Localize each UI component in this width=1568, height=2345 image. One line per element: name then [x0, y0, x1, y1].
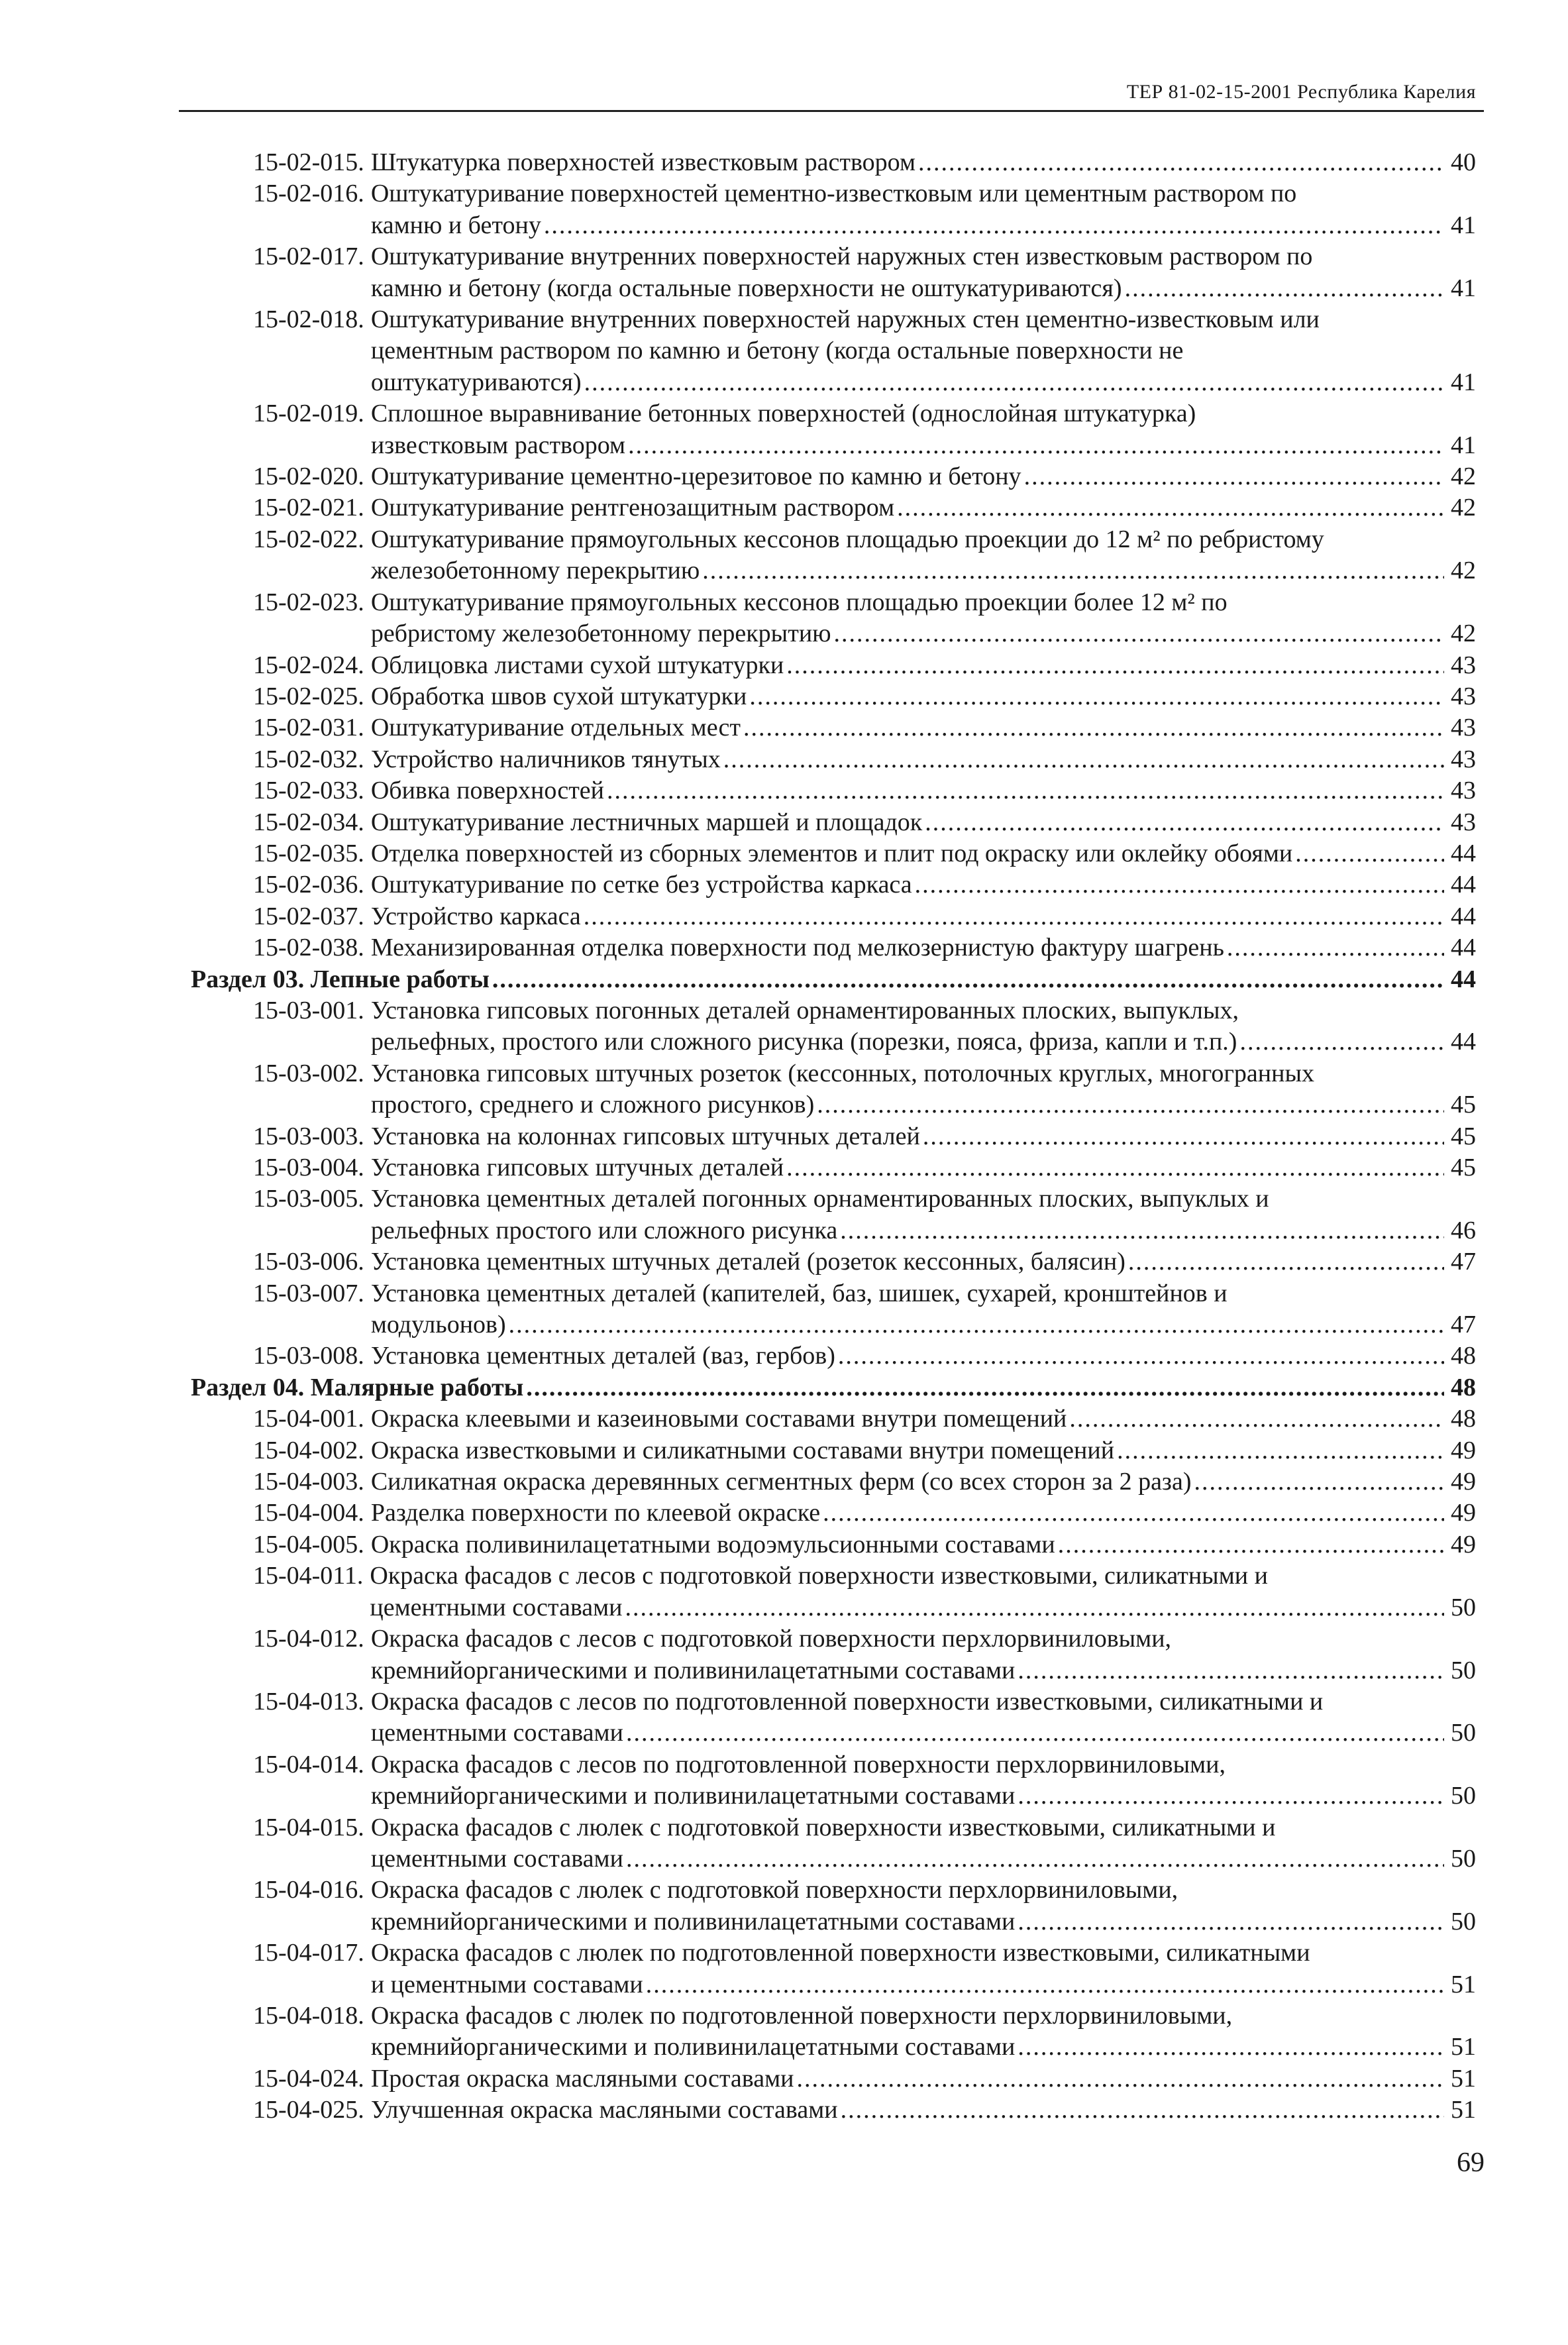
- dot-leader: [1194, 1466, 1444, 1498]
- toc-entry-code: 15-03-007.: [253, 1279, 364, 1307]
- toc-entry-code: 15-03-004.: [253, 1154, 364, 1181]
- toc-entry-title: известковым раствором: [370, 431, 626, 459]
- toc-entry[interactable]: [191, 681, 1476, 712]
- toc-entry[interactable]: [191, 995, 1476, 1058]
- toc-entry[interactable]: [191, 241, 1476, 304]
- toc-entry-page: 42: [1451, 557, 1476, 585]
- toc-entry-title: Установка на колоннах гипсовых штучных деталей: [370, 1122, 920, 1150]
- toc-entry-line: Окраска фасадов с люлек с подготовкой поверхности перхлорвиниловыми,: [370, 1876, 1178, 1904]
- toc-entry-page: 45: [1451, 1091, 1476, 1119]
- dot-leader: [723, 744, 1444, 775]
- toc-entry-code: 15-04-005.: [253, 1530, 364, 1558]
- toc-entry[interactable]: [191, 1875, 1476, 1937]
- toc-entry-code: 15-04-003.: [253, 1468, 364, 1496]
- toc-entry[interactable]: [191, 492, 1476, 523]
- toc-entry[interactable]: [191, 869, 1476, 900]
- toc-entry-page: 51: [1451, 1970, 1476, 1998]
- toc-entry-page: 50: [1451, 1656, 1476, 1684]
- dot-leader: [786, 650, 1444, 681]
- dot-leader: [786, 1152, 1444, 1183]
- toc-entry-code: 15-02-023.: [253, 588, 364, 616]
- toc-entry-code: 15-02-031.: [253, 714, 364, 742]
- toc-entry[interactable]: [191, 1466, 1476, 1498]
- dot-leader: [544, 210, 1444, 241]
- dot-leader: [796, 2063, 1444, 2095]
- toc-entry-title: Отделка поверхностей из сборных элементов и плит под окраску или оклейку обоями: [370, 839, 1293, 867]
- toc-entry-line: Оштукатуривание внутренних поверхностей наружных стен известковым раствором по: [370, 243, 1313, 271]
- toc-entry-title: оштукатуриваются): [370, 368, 582, 396]
- toc-entry[interactable]: [191, 712, 1476, 743]
- dot-leader: [841, 2095, 1444, 2126]
- toc-entry-code: 15-03-001.: [253, 996, 364, 1024]
- toc-entry-line: Оштукатуривание прямоугольных кессонов площадью проекции до 12 м² по ребристому: [370, 525, 1324, 553]
- dot-leader: [509, 1309, 1444, 1340]
- toc-entry-code: 15-04-001.: [253, 1405, 364, 1433]
- toc-entry-title: и цементными составами: [370, 1970, 643, 1998]
- toc-entry-page: 51: [1451, 2064, 1476, 2093]
- toc-entry-title: Окраска поливинилацетатными водоэмульсионными составами: [370, 1530, 1055, 1558]
- toc-entry-code: 15-04-024.: [253, 2064, 364, 2093]
- dot-leader: [1024, 461, 1444, 492]
- toc-entry-code: 15-02-038.: [253, 934, 364, 962]
- toc-entry-title: Простая окраска масляными составами: [370, 2064, 794, 2093]
- toc-entry[interactable]: [191, 1937, 1476, 2000]
- toc-entry-page: 43: [1451, 808, 1476, 836]
- toc-entry-code: 15-04-013.: [253, 1687, 364, 1716]
- toc-entry-code: 15-04-012.: [253, 1625, 364, 1653]
- dot-leader: [625, 1592, 1444, 1623]
- toc-entry-code: 15-04-004.: [253, 1499, 364, 1527]
- toc-entry-code: 15-04-017.: [253, 1939, 364, 1967]
- toc-entry-page: 41: [1451, 368, 1476, 396]
- toc-entry-line: Окраска фасадов с лесов по подготовленной поверхности известковыми, силикатными и: [370, 1687, 1324, 1716]
- toc-entry-code: 15-02-032.: [253, 745, 364, 773]
- toc-entry-code: 15-02-020.: [253, 463, 364, 491]
- toc-entry-line: Окраска фасадов с лесов с подготовкой поверхности перхлорвиниловыми,: [370, 1625, 1172, 1653]
- toc-entry-title: Оштукатуривание лестничных маршей и площадок: [370, 808, 923, 836]
- toc-entry-page: 43: [1451, 745, 1476, 773]
- toc-entry-code: 15-03-005.: [253, 1185, 364, 1213]
- toc-entry-line: Окраска фасадов с лесов с подготовкой поверхности известковыми, силикатными и: [370, 1562, 1268, 1590]
- dot-leader: [897, 492, 1444, 523]
- dot-leader: [1018, 1780, 1444, 1812]
- toc-entry-page: 42: [1451, 620, 1476, 648]
- toc-entry-page: 45: [1451, 1154, 1476, 1181]
- toc-entry-page: 50: [1451, 1782, 1476, 1810]
- toc-entry[interactable]: [191, 1278, 1476, 1341]
- toc-entry[interactable]: [191, 650, 1476, 681]
- dot-leader: [1295, 838, 1444, 869]
- toc-entry-title: Окраска известковыми и силикатными составами внутри помещений: [370, 1436, 1115, 1464]
- toc-entry-code: 15-04-011.: [253, 1562, 364, 1590]
- toc-entry-code: 15-02-025.: [253, 682, 364, 710]
- toc-entry-code: 15-02-024.: [253, 651, 364, 679]
- toc-entry-code: 15-03-002.: [253, 1059, 364, 1087]
- dot-leader: [1058, 1529, 1444, 1560]
- toc-entry-page: 51: [1451, 2033, 1476, 2061]
- toc-entry-page: 44: [1451, 965, 1476, 993]
- toc-entry-title: простого, среднего и сложного рисунков): [370, 1091, 815, 1119]
- dot-leader: [743, 712, 1444, 743]
- dot-leader: [492, 964, 1444, 995]
- toc-entry-page: 44: [1451, 839, 1476, 867]
- toc-entry-title: кремнийорганическими и поливинилацетатными составами: [370, 1907, 1016, 1936]
- toc-entry-code: 15-02-018.: [253, 305, 364, 334]
- toc-entry-title: цементными составами: [370, 1593, 623, 1621]
- toc-entry[interactable]: [191, 932, 1476, 963]
- toc-entry-page: 49: [1451, 1468, 1476, 1496]
- dot-leader: [840, 1215, 1444, 1246]
- toc-entry-line: цементным раствором по камню и бетону (когда остальные поверхности не: [370, 337, 1184, 365]
- dot-leader: [584, 367, 1444, 398]
- toc-entry-title: Раздел 03. Лепные работы: [191, 965, 490, 993]
- toc-entry[interactable]: [191, 304, 1476, 398]
- toc-entry-title: Обработка швов сухой штукатурки: [370, 682, 747, 710]
- dot-leader: [823, 1498, 1444, 1529]
- toc-entry-title: Улучшенная окраска масляными составами: [370, 2096, 838, 2124]
- toc-entry-line: Окраска фасадов с люлек с подготовкой поверхности известковыми, силикатными и: [370, 1813, 1276, 1841]
- toc-entry[interactable]: [191, 1152, 1476, 1183]
- toc-entry-code: 15-02-034.: [253, 808, 364, 836]
- toc-entry[interactable]: [191, 587, 1476, 650]
- dot-leader: [1018, 1906, 1444, 1937]
- toc-entry[interactable]: [191, 807, 1476, 838]
- toc-entry-code: 15-03-003.: [253, 1122, 364, 1150]
- dot-leader: [1018, 2032, 1444, 2063]
- toc-entry-page: 42: [1451, 494, 1476, 522]
- toc-entry[interactable]: [191, 775, 1476, 806]
- toc-entry-page: 50: [1451, 1907, 1476, 1936]
- toc-entry[interactable]: [191, 2063, 1476, 2095]
- toc-entry-title: ребристому железобетонному перекрытию: [370, 620, 831, 648]
- toc-entry[interactable]: [191, 1529, 1476, 1560]
- toc-entry-title: кремнийорганическими и поливинилацетатными составами: [370, 2033, 1016, 2061]
- toc-entry-title: цементными составами: [370, 1844, 623, 1873]
- toc-entry[interactable]: [191, 2000, 1476, 2063]
- dot-leader: [1117, 1435, 1444, 1466]
- toc-entry-code: 15-02-015.: [253, 148, 364, 176]
- toc-entry[interactable]: [191, 398, 1476, 461]
- toc-entry-title: камню и бетону (когда остальные поверхности не оштукатуриваются): [370, 274, 1122, 302]
- toc-entry[interactable]: [191, 1121, 1476, 1152]
- toc-entry-title: кремнийорганическими и поливинилацетатными составами: [370, 1656, 1016, 1684]
- toc-entry-page: 42: [1451, 463, 1476, 491]
- toc-entry-title: железобетонному перекрытию: [370, 557, 700, 585]
- toc-entry[interactable]: [191, 1812, 1476, 1875]
- page-header: [179, 78, 1484, 112]
- toc-entry-page: 43: [1451, 651, 1476, 679]
- toc-entry-title: кремнийорганическими и поливинилацетатными составами: [370, 1782, 1016, 1810]
- toc-entry-title: Окраска клеевыми и казеиновыми составами внутри помещений: [370, 1405, 1067, 1433]
- toc-entry-page: 44: [1451, 934, 1476, 962]
- toc-entry[interactable]: [191, 838, 1476, 869]
- toc-entry-title: Устройство каркаса: [370, 902, 581, 930]
- toc-entry-code: 15-02-016.: [253, 180, 364, 208]
- dot-leader: [925, 807, 1444, 838]
- toc-entry[interactable]: [191, 1749, 1476, 1812]
- toc-entry[interactable]: [191, 524, 1476, 587]
- toc-section-heading[interactable]: [191, 964, 1476, 995]
- toc-entry-title: Оштукатуривание цементно-церезитовое по камню и бетону: [370, 463, 1021, 491]
- toc-entry-line: Сплошное выравнивание бетонных поверхностей (однослойная штукатурка): [370, 400, 1196, 428]
- toc-entry-title: Устройство наличников тянутых: [370, 745, 721, 773]
- toc-entry-page: 45: [1451, 1122, 1476, 1150]
- toc-entry-page: 43: [1451, 714, 1476, 742]
- toc-entry-title: Установка гипсовых штучных деталей: [370, 1154, 784, 1181]
- toc-entry-line: Оштукатуривание внутренних поверхностей наружных стен цементно-известковым или: [370, 305, 1320, 334]
- toc-entry-line: Установка цементных деталей (капителей, баз, шишек, сухарей, кронштейнов и: [370, 1279, 1228, 1307]
- toc-entry-code: 15-02-033.: [253, 777, 364, 805]
- toc-entry-line: Оштукатуривание поверхностей цементно-известковым или цементным раствором по: [370, 180, 1297, 208]
- toc-entry-code: 15-02-021.: [253, 494, 364, 522]
- toc-entry-title: рельефных простого или сложного рисунка: [370, 1216, 838, 1244]
- toc-entry-title: Оштукатуривание по сетке без устройства каркаса: [370, 871, 912, 899]
- toc-entry-page: 44: [1451, 871, 1476, 899]
- toc-entry-code: 15-02-019.: [253, 400, 364, 428]
- toc-entry-code: 15-04-015.: [253, 1813, 364, 1841]
- toc-entry-title: Установка цементных штучных деталей (розеток кессонных, балясин): [370, 1248, 1125, 1276]
- toc-entry[interactable]: [191, 744, 1476, 775]
- toc-entry-page: 47: [1451, 1248, 1476, 1276]
- toc-entry-page: 49: [1451, 1530, 1476, 1558]
- toc-entry[interactable]: [191, 1183, 1476, 1246]
- toc-entry[interactable]: [191, 901, 1476, 932]
- toc-entry-code: 15-02-037.: [253, 902, 364, 930]
- toc-entry-page: 50: [1451, 1593, 1476, 1621]
- toc-entry-page: 44: [1451, 1028, 1476, 1056]
- toc-entry-page: 50: [1451, 1719, 1476, 1747]
- dot-leader: [817, 1089, 1444, 1120]
- toc-entry-page: 48: [1451, 1373, 1476, 1401]
- dot-leader: [626, 1718, 1444, 1749]
- toc-entry[interactable]: [191, 1340, 1476, 1372]
- dot-leader: [626, 1843, 1444, 1875]
- dot-leader: [628, 430, 1444, 461]
- toc-entry-code: 15-02-035.: [253, 839, 364, 867]
- toc-entry-line: Окраска фасадов с лесов по подготовленной поверхности перхлорвиниловыми,: [370, 1750, 1226, 1778]
- toc-entry-page: 43: [1451, 777, 1476, 805]
- toc-entry[interactable]: [191, 1058, 1476, 1121]
- dot-leader: [526, 1372, 1444, 1403]
- dot-leader: [702, 555, 1444, 586]
- toc-entry[interactable]: [191, 147, 1476, 178]
- toc-entry-code: 15-03-008.: [253, 1342, 364, 1370]
- toc-entry-title: Обивка поверхностей: [370, 777, 604, 805]
- toc-entry-page: 41: [1451, 211, 1476, 239]
- dot-leader: [915, 869, 1444, 900]
- toc-entry[interactable]: [191, 461, 1476, 492]
- toc-entry-page: 44: [1451, 902, 1476, 930]
- document-title: ТЕР 81-02-15-2001 Республика Карелия: [1126, 81, 1476, 103]
- toc-entry-page: 51: [1451, 2096, 1476, 2124]
- dot-leader: [1239, 1026, 1444, 1058]
- toc-entry-page: 41: [1451, 274, 1476, 302]
- toc-entry-page: 50: [1451, 1844, 1476, 1873]
- toc-entry-page: 41: [1451, 431, 1476, 459]
- toc-entry-title: Раздел 04. Малярные работы: [191, 1373, 524, 1401]
- dot-leader: [1125, 273, 1444, 304]
- toc-entry[interactable]: [191, 1560, 1476, 1623]
- toc-entry-title: Облицовка листами сухой штукатурки: [370, 651, 784, 679]
- dot-leader: [584, 901, 1444, 932]
- toc-entry-title: Оштукатуривание рентгенозащитным раствором: [370, 494, 895, 522]
- toc-entry-page: 47: [1451, 1311, 1476, 1339]
- toc-entry-title: Разделка поверхности по клеевой окраске: [370, 1499, 821, 1527]
- toc-entry[interactable]: [191, 1686, 1476, 1749]
- toc-entry-line: Окраска фасадов с люлек по подготовленной поверхности перхлорвиниловыми,: [370, 2001, 1233, 2030]
- toc-entry[interactable]: [191, 1246, 1476, 1278]
- dot-leader: [749, 681, 1444, 712]
- dot-leader: [923, 1121, 1444, 1152]
- dot-leader: [1128, 1246, 1444, 1278]
- toc-entry-title: рельефных, простого или сложного рисунка (порезки, пояса, фриза, капли и т.п.): [370, 1028, 1237, 1056]
- dot-leader: [1018, 1655, 1444, 1686]
- toc-entry-page: 46: [1451, 1216, 1476, 1244]
- toc-entry-page: 49: [1451, 1436, 1476, 1464]
- toc-entry-page: 48: [1451, 1342, 1476, 1370]
- toc-entry-code: 15-04-016.: [253, 1876, 364, 1904]
- toc-entry-title: модульонов): [370, 1311, 506, 1339]
- toc-entry-line: Установка гипсовых погонных деталей орнаментированных плоских, выпуклых,: [370, 996, 1239, 1024]
- toc-entry-code: 15-04-025.: [253, 2096, 364, 2124]
- dot-leader: [834, 618, 1444, 649]
- toc-entry-title: камню и бетону: [370, 211, 541, 239]
- toc-entry-title: Силикатная окраска деревянных сегментных ферм (со всех сторон за 2 раза): [370, 1468, 1192, 1496]
- dot-leader: [607, 775, 1444, 806]
- toc-entry[interactable]: [191, 178, 1476, 241]
- toc-entry-line: Установка гипсовых штучных розеток (кессонных, потолочных круглых, многогранных: [370, 1059, 1314, 1087]
- toc-entry[interactable]: [191, 1623, 1476, 1686]
- toc-entry-code: 15-02-022.: [253, 525, 364, 553]
- toc-entry-title: Установка цементных деталей (ваз, гербов): [370, 1342, 835, 1370]
- dot-leader: [646, 1969, 1444, 2000]
- toc-entry-title: Штукатурка поверхностей известковым раствором: [370, 148, 916, 176]
- toc-entry[interactable]: [191, 2095, 1476, 2126]
- toc-entry-title: цементными составами: [370, 1719, 623, 1747]
- toc-entry-title: Механизированная отделка поверхности под мелкозернистую фактуру шагрень: [370, 934, 1224, 962]
- toc-entry-code: 15-04-014.: [253, 1750, 364, 1778]
- dot-leader: [838, 1340, 1444, 1372]
- page-number: 69: [1457, 2148, 1485, 2178]
- toc-entry-code: 15-04-018.: [253, 2001, 364, 2030]
- toc-entry-page: 49: [1451, 1499, 1476, 1527]
- toc-entry[interactable]: [191, 1435, 1476, 1466]
- toc-entry-line: Оштукатуривание прямоугольных кессонов площадью проекции более 12 м² по: [370, 588, 1228, 616]
- toc-entry[interactable]: [191, 1403, 1476, 1435]
- table-of-contents: [191, 147, 1476, 2126]
- toc-entry-code: 15-02-036.: [253, 871, 364, 899]
- dot-leader: [918, 147, 1444, 178]
- toc-section-heading[interactable]: [191, 1372, 1476, 1403]
- toc-entry-line: Окраска фасадов с люлек по подготовленной поверхности известковыми, силикатными: [370, 1939, 1310, 1967]
- toc-entry-code: 15-02-017.: [253, 243, 364, 271]
- dot-leader: [1227, 932, 1444, 963]
- toc-entry-code: 15-03-006.: [253, 1248, 364, 1276]
- toc-entry-code: 15-04-002.: [253, 1436, 364, 1464]
- toc-entry-page: 43: [1451, 682, 1476, 710]
- toc-entry-line: Установка цементных деталей погонных орнаментированных плоских, выпуклых и: [370, 1185, 1269, 1213]
- toc-entry-title: Оштукатуривание отдельных мест: [370, 714, 741, 742]
- toc-entry[interactable]: [191, 1498, 1476, 1529]
- dot-leader: [1069, 1403, 1444, 1435]
- toc-entry-page: 48: [1451, 1405, 1476, 1433]
- toc-entry-page: 40: [1451, 148, 1476, 176]
